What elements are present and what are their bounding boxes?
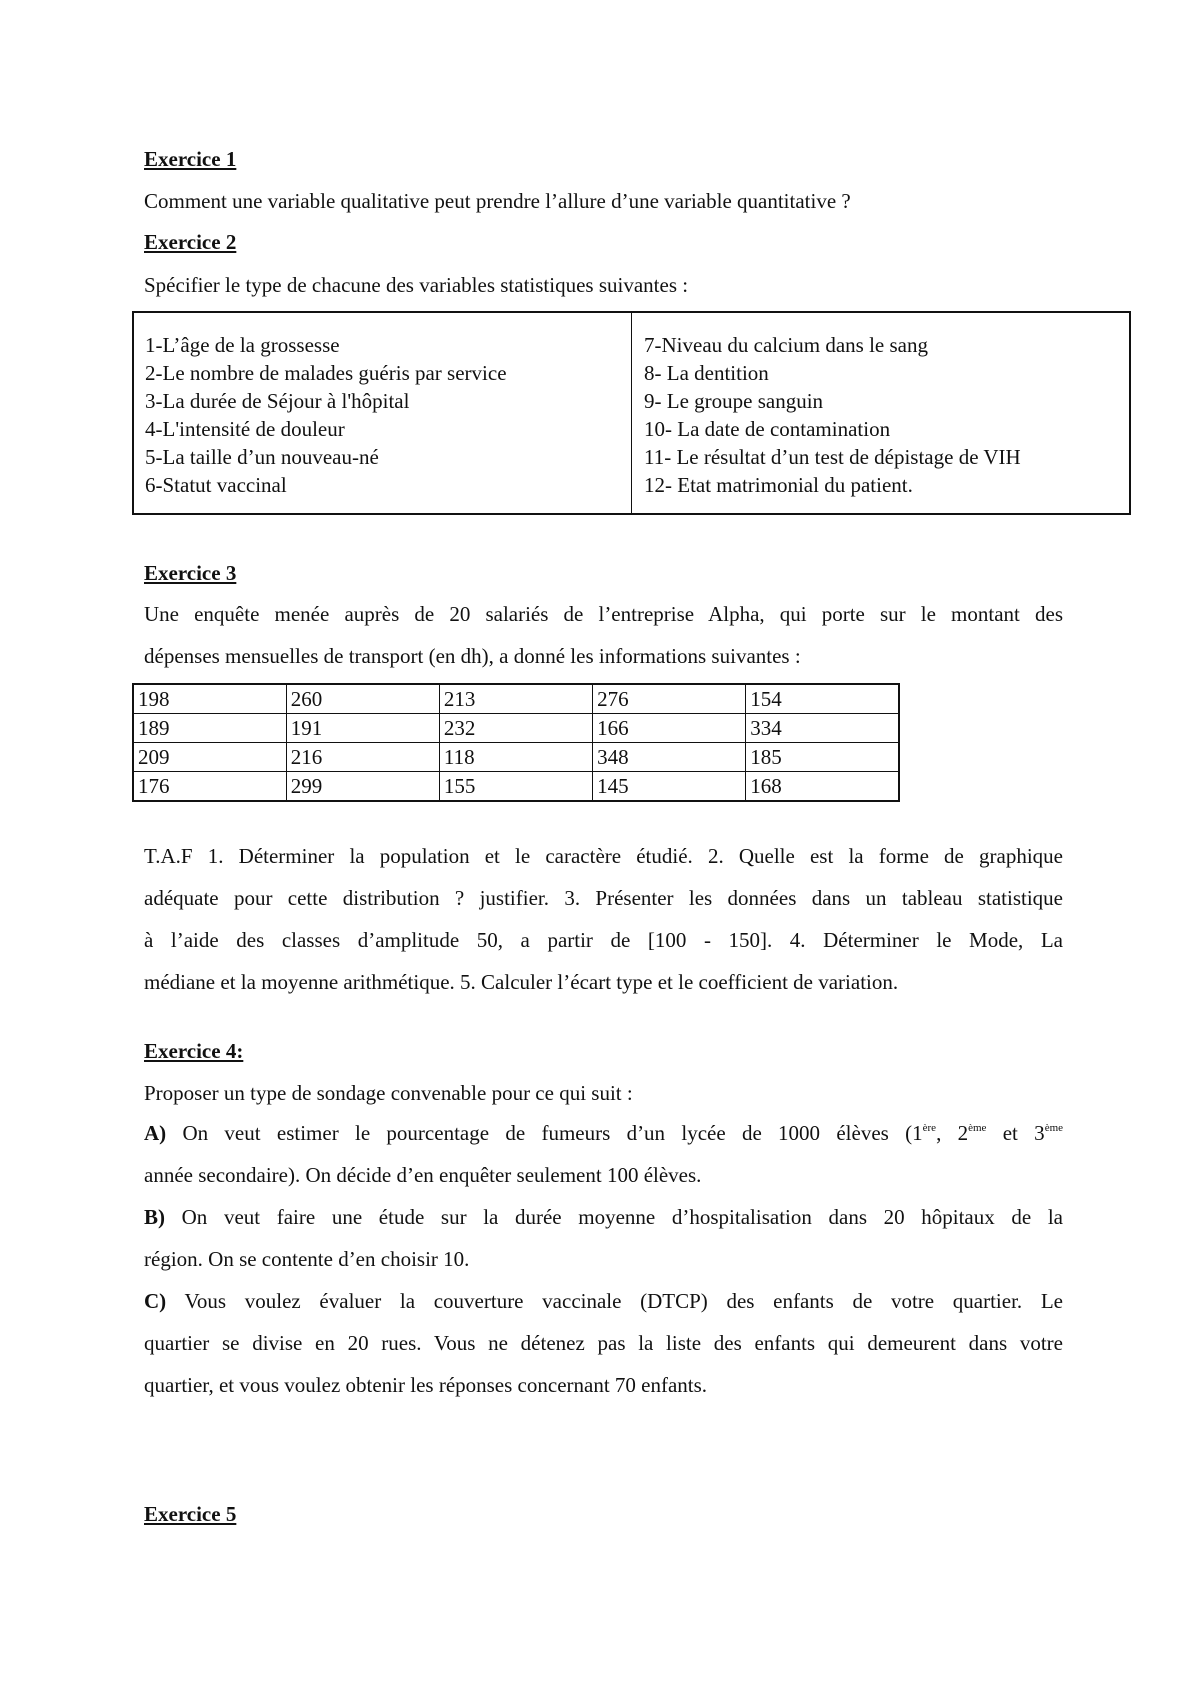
table-cell: 191 <box>286 714 439 743</box>
case-c-line-1 <box>144 1280 1063 1322</box>
exercise-5-title: Exercice 5 <box>144 1502 237 1526</box>
exercise-3-title: Exercice 3 <box>144 561 237 585</box>
table-cell: 209 <box>133 743 286 772</box>
table-row <box>133 743 899 772</box>
case-a-text: On veut estimer le pourcentage de fumeurs d’un lycée de 1000 élèves (1 <box>182 1121 923 1145</box>
variable-item: 1-L’âge de la grossesse <box>145 333 340 357</box>
table-cell: 334 <box>746 714 899 743</box>
variables-left-column <box>133 312 632 514</box>
table-cell: 213 <box>439 684 592 714</box>
exercise-4-title: Exercice 4: <box>144 1039 244 1063</box>
variable-item: 5-La taille d’un nouveau-né <box>145 445 379 469</box>
task-line: T.A.F 1. Déterminer la population et le caractère étudié. 2. Quelle est la forme de graphique <box>144 844 1063 868</box>
case-a-label: A) <box>144 1121 167 1145</box>
table-cell: 216 <box>286 743 439 772</box>
intro-line: Une enquête menée auprès de 20 salariés de l’entreprise Alpha, qui porte sur le montant des <box>144 602 1063 626</box>
intro-line: dépenses mensuelles de transport (en dh), a donné les informations suivantes : <box>144 644 801 668</box>
table-cell: 198 <box>133 684 286 714</box>
variable-item: 10- La date de contamination <box>644 417 891 441</box>
table-cell: 189 <box>133 714 286 743</box>
exercise-1-title: Exercice 1 <box>144 147 237 171</box>
case-b-line-1 <box>144 1196 1063 1238</box>
table-cell: 168 <box>746 772 899 802</box>
variable-item: 8- La dentition <box>644 361 769 385</box>
case-a-text: et 3 <box>986 1121 1045 1145</box>
table-cell: 154 <box>746 684 899 714</box>
table-cell: 145 <box>593 772 746 802</box>
table-cell: 185 <box>746 743 899 772</box>
task-line: à l’aide des classes d’amplitude 50, a partir de [100 - 150]. 4. Déterminer le Mode, La <box>144 928 1063 952</box>
variable-item: 7-Niveau du calcium dans le sang <box>644 333 928 357</box>
table-row <box>133 772 899 802</box>
exercise-2-instruction: Spécifier le type de chacune des variables statistiques suivantes : <box>144 273 689 297</box>
case-c-label: C) <box>144 1289 167 1313</box>
table-cell: 118 <box>439 743 592 772</box>
case-b-text: On veut faire une étude sur la durée moyenne d’hospitalisation dans 20 hôpitaux de la <box>181 1205 1063 1229</box>
variable-item: 3-La durée de Séjour à l'hôpital <box>145 389 410 413</box>
case-c-line-3: quartier, et vous voulez obtenir les réponses concernant 70 enfants. <box>144 1373 708 1397</box>
case-b-label: B) <box>144 1205 165 1229</box>
variables-right-column <box>632 312 1131 514</box>
exercise-1-question: Comment une variable qualitative peut prendre l’allure d’une variable quantitative ? <box>144 189 851 213</box>
case-a-line-1 <box>144 1112 1063 1154</box>
table-cell: 260 <box>286 684 439 714</box>
exercise-3-tasks <box>144 835 1063 1003</box>
variable-item: 12- Etat matrimonial du patient. <box>644 473 913 497</box>
exercise-3-intro <box>144 593 1063 677</box>
table-cell: 299 <box>286 772 439 802</box>
exercise-4-body <box>144 1112 1063 1406</box>
variable-item: 9- Le groupe sanguin <box>644 389 824 413</box>
exercise-2-title: Exercice 2 <box>144 230 237 254</box>
case-c-line-2: quartier se divise en 20 rues. Vous ne détenez pas la liste des enfants qui demeurent dans votre <box>144 1331 1063 1355</box>
case-a-text: , 2 <box>936 1121 969 1145</box>
case-c-text: Vous voulez évaluer la couverture vaccinale (DTCP) des enfants de votre quartier. Le <box>184 1289 1063 1313</box>
ordinal-sup: ème <box>968 1122 987 1134</box>
variable-item: 6-Statut vaccinal <box>145 473 287 497</box>
variable-item: 2-Le nombre de malades guéris par service <box>145 361 507 385</box>
variable-item: 4-L'intensité de douleur <box>145 417 345 441</box>
variables-table <box>132 311 1131 515</box>
expenses-table <box>132 683 900 802</box>
table-cell: 176 <box>133 772 286 802</box>
ordinal-sup: ère <box>922 1122 937 1134</box>
exercise-4-intro: Proposer un type de sondage convenable pour ce qui suit : <box>144 1081 633 1105</box>
task-line: médiane et la moyenne arithmétique. 5. Calculer l’écart type et le coefficient de variation. <box>144 970 899 994</box>
case-a-line-2: année secondaire). On décide d’en enquêter seulement 100 élèves. <box>144 1163 702 1187</box>
case-b-line-2: région. On se contente d’en choisir 10. <box>144 1247 470 1271</box>
task-line: adéquate pour cette distribution ? justifier. 3. Présenter les données dans un tableau statistique <box>144 886 1063 910</box>
ordinal-sup: ème <box>1044 1122 1064 1134</box>
table-row <box>133 684 899 714</box>
variable-item: 11- Le résultat d’un test de dépistage de VIH <box>644 445 1021 469</box>
table-cell: 276 <box>593 684 746 714</box>
table-cell: 348 <box>593 743 746 772</box>
table-cell: 166 <box>593 714 746 743</box>
table-cell: 155 <box>439 772 592 802</box>
table-cell: 232 <box>439 714 592 743</box>
table-row <box>133 714 899 743</box>
